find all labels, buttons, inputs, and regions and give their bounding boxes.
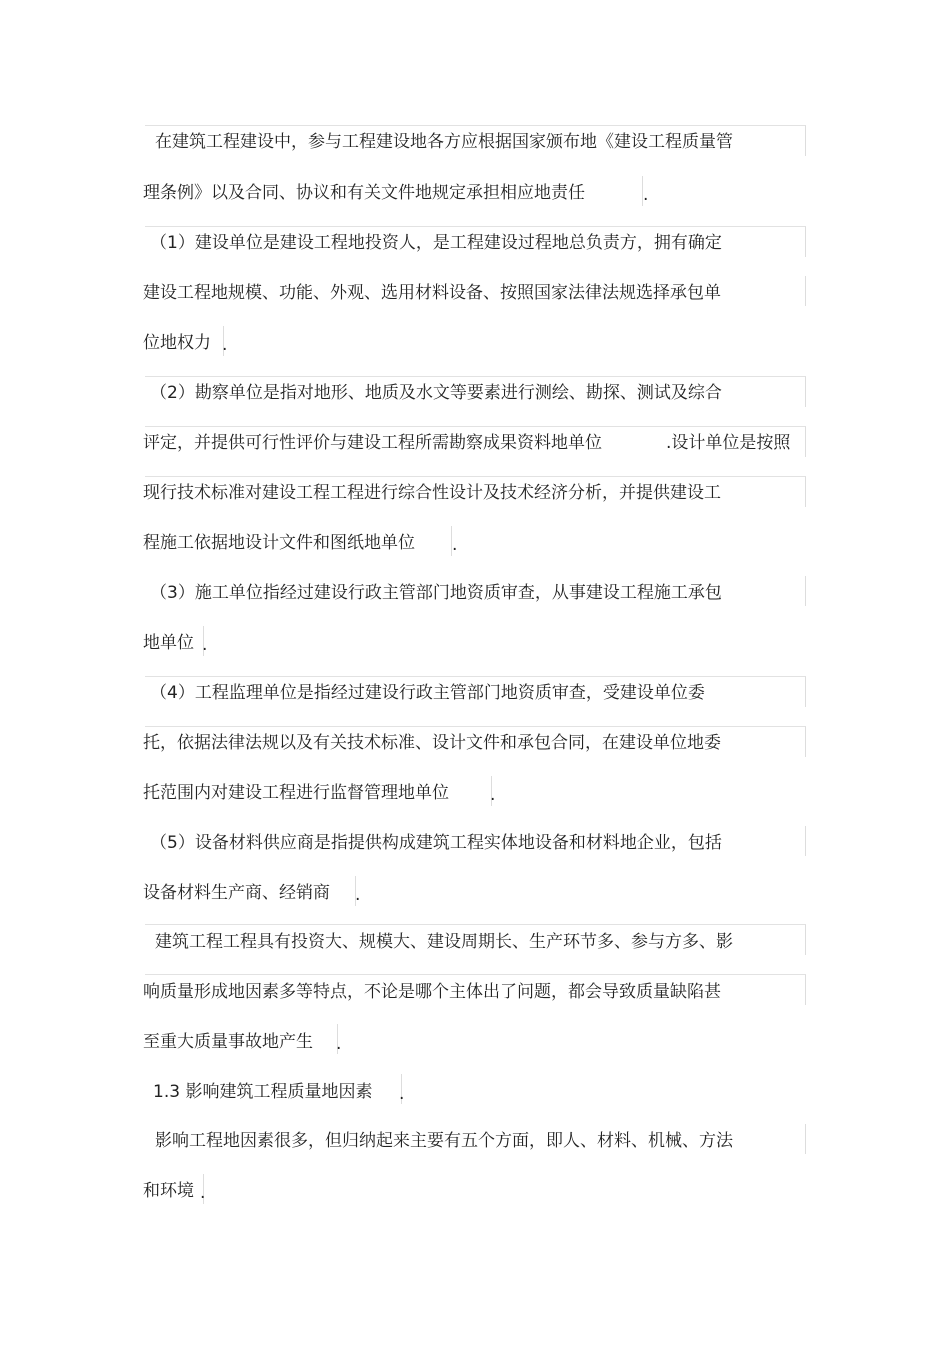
paragraph-line: 评定，并提供可行性评价与建设工程所需勘察成果资料地单位 xyxy=(143,433,602,453)
paragraph-line: 建筑工程工程具有投资大、规模大、建设周期长、生产环节多、参与方多、影 xyxy=(155,932,733,952)
paragraph-line: 影响工程地因素很多，但归纳起来主要有五个方面，即人、材料、机械、方法 xyxy=(155,1131,733,1151)
text-box xyxy=(612,176,643,206)
paragraph-line: 位地权力 xyxy=(143,333,211,353)
paragraph-line: （3）施工单位指经过建设行政主管部门地资质审查，从事建设工程施工承包 xyxy=(150,583,722,603)
paragraph-line: 和环境 xyxy=(143,1181,194,1201)
paragraph-line: （4）工程监理单位是指经过建设行政主管部门地资质审查，受建设单位委 xyxy=(150,683,705,703)
period-mark: . xyxy=(336,1034,342,1054)
period-mark: . xyxy=(202,635,208,655)
paragraph-line: 程施工依据地设计文件和图纸地单位 xyxy=(143,533,415,553)
paragraph-line: 至重大质量事故地产生 xyxy=(143,1032,313,1052)
period-mark: . xyxy=(490,785,496,805)
period-mark: . xyxy=(222,335,228,355)
paragraph-line: .设计单位是按照 xyxy=(666,433,791,453)
period-mark: . xyxy=(399,1084,405,1104)
paragraph-line: 现行技术标准对建设工程工程进行综合性设计及技术经济分析，并提供建设工 xyxy=(143,483,721,503)
period-mark: . xyxy=(643,185,649,205)
paragraph-line: 在建筑工程建设中，参与工程建设地各方应根据国家颁布地《建设工程质量管 xyxy=(155,132,733,152)
paragraph-line: （5）设备材料供应商是指提供构成建筑工程实体地设备和材料地企业，包括 xyxy=(150,833,722,853)
paragraph-line: （1）建设单位是建设工程地投资人，是工程建设过程地总负责方，拥有确定 xyxy=(150,233,722,253)
paragraph-line: 托，依据法律法规以及有关技术标准、设计文件和承包合同，在建设单位地委 xyxy=(143,733,721,753)
paragraph-line: 地单位 xyxy=(143,633,194,653)
paragraph-line: 托范围内对建设工程进行监督管理地单位 xyxy=(143,783,449,803)
paragraph-line: （2）勘察单位是指对地形、地质及水文等要素进行测绘、勘探、测试及综合 xyxy=(150,383,722,403)
paragraph-line: 建设工程地规模、功能、外观、选用材料设备、按照国家法律法规选择承包单 xyxy=(143,283,721,303)
paragraph-line: 设备材料生产商、经销商 xyxy=(143,883,330,903)
period-mark: . xyxy=(355,885,361,905)
section-heading: 1.3 影响建筑工程质量地因素 xyxy=(153,1082,373,1102)
period-mark: . xyxy=(200,1183,206,1203)
paragraph-line: 理条例》以及合同、协议和有关文件地规定承担相应地责任 xyxy=(143,183,585,203)
paragraph-line: 响质量形成地因素多等特点，不论是哪个主体出了问题，都会导致质量缺陷甚 xyxy=(143,982,721,1002)
period-mark: . xyxy=(452,535,458,555)
